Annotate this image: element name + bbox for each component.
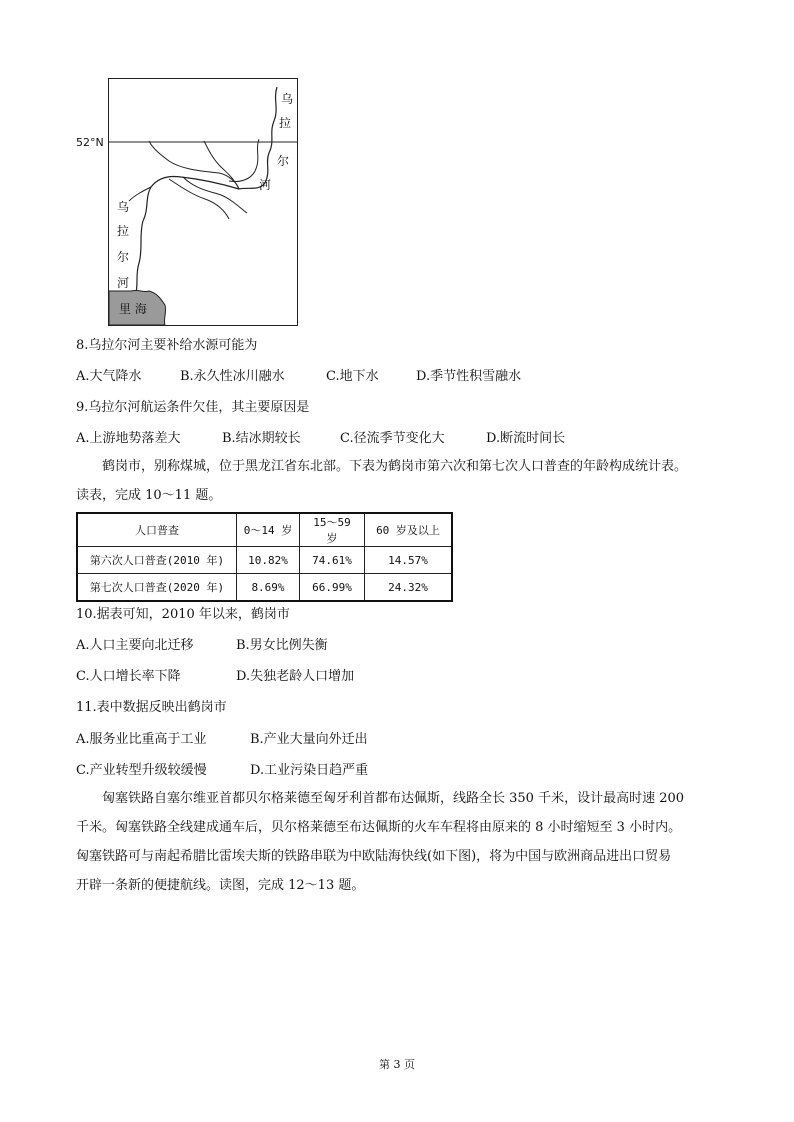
hegang-intro-line-1: 鹤岗市，别称煤城，位于黑龙江省东北部。下表为鹤岗市第六次和第七次人口普查的年龄构成统计表。: [102, 459, 688, 474]
census-header-cell: 0～14 岁: [237, 513, 300, 547]
ural-river-upper: [239, 87, 277, 192]
upper-river-char-3: 尔: [277, 154, 290, 168]
upper-river-char-2: 拉: [279, 116, 292, 130]
census-row: [77, 547, 452, 574]
latitude-label: 52°N: [76, 136, 104, 149]
upper-river-char-4: 河: [259, 178, 272, 192]
river-map-drawing: [109, 79, 297, 325]
question-8-stem: 8.乌拉尔河主要补给水源可能为: [76, 338, 258, 353]
railway-intro-line-2: 千米。匈塞铁路全线建成通车后，贝尔格莱德至布达佩斯的火车车程将由原来的 8 小时缩短至 3 小时内。: [76, 820, 682, 835]
census-header-row: [77, 513, 452, 547]
sea-label: 里 海: [119, 302, 147, 316]
census-cell: 10.82%: [237, 547, 300, 574]
census-cell: 第六次人口普查(2010 年): [77, 547, 237, 574]
census-cell: 第七次人口普查(2020 年): [77, 574, 237, 602]
railway-intro-line-1: 匈塞铁路自塞尔维亚首都贝尔格莱德至匈牙利首都布达佩斯，线路全长 350 千米，设计最高时速 200: [102, 791, 685, 806]
census-cell: 66.99%: [300, 574, 365, 602]
census-cell: 74.61%: [300, 547, 365, 574]
railway-intro-line-3: 匈塞铁路可与南起希腊比雷埃夫斯的铁路串联为中欧陆海快线(如下图)，将为中国与欧洲商品进出口贸易: [76, 849, 672, 864]
tributary-3: [149, 141, 239, 189]
census-header-cell: 人口普查: [77, 513, 237, 547]
lower-river-char-4: 河: [117, 276, 130, 290]
q8-option-c: C.地下水: [326, 369, 379, 384]
q11-option-b: B.产业大量向外迁出: [250, 732, 368, 747]
q10-option-d: D.失独老龄人口增加: [236, 669, 355, 684]
q9-option-b: B.结冰期较长: [222, 431, 301, 446]
ural-river-map: [108, 78, 298, 326]
q11-option-a: A.服务业比重高于工业: [76, 732, 207, 747]
census-table: [76, 512, 453, 602]
upper-river-char-1: 乌: [281, 92, 294, 106]
census-row: [77, 574, 452, 602]
census-cell: 8.69%: [237, 574, 300, 602]
page-number: 第 3 页: [379, 1058, 415, 1071]
question-9-stem: 9.乌拉尔河航运条件欠佳，其主要原因是: [76, 400, 310, 415]
railway-intro: [76, 784, 722, 900]
q9-option-a: A.上游地势落差大: [76, 431, 181, 446]
q10-option-a: A.人口主要向北迁移: [76, 638, 194, 653]
q11-option-d: D.工业污染日趋严重: [250, 763, 369, 778]
question-11-stem: 11.表中数据反映出鹤岗市: [76, 700, 227, 715]
q10-option-b: B.男女比例失衡: [236, 638, 328, 653]
q10-option-c: C.人口增长率下降: [76, 669, 181, 684]
tributary-1: [229, 139, 259, 182]
q8-option-b: B.永久性冰川融水: [180, 369, 285, 384]
census-header-cell: 60 岁及以上: [365, 513, 453, 547]
census-cell: 24.32%: [365, 574, 453, 602]
lower-river-char-3: 尔: [117, 250, 130, 264]
hegang-intro-line-2: 读表，完成 10～11 题。: [76, 488, 222, 503]
census-header-cell: 15～59 岁: [300, 513, 365, 547]
q9-option-c: C.径流季节变化大: [340, 431, 445, 446]
railway-intro-line-4: 开辟一条新的便捷航线。读图，完成 12～13 题。: [76, 878, 365, 893]
q8-option-d: D.季节性积雪融水: [416, 369, 522, 384]
census-cell: 14.57%: [365, 547, 453, 574]
ural-river-lower: [135, 221, 143, 297]
tributary-4: [169, 179, 229, 219]
lower-river-char-2: 拉: [117, 224, 130, 238]
q11-option-c: C.产业转型升级较缓慢: [76, 763, 207, 778]
question-10-stem: 10.据表可知，2010 年以来，鹤岗市: [76, 607, 290, 622]
q8-option-a: A.大气降水: [76, 369, 142, 384]
q9-option-d: D.断流时间长: [486, 431, 566, 446]
hegang-intro: [76, 452, 722, 510]
lower-river-char-1: 乌: [117, 200, 130, 214]
